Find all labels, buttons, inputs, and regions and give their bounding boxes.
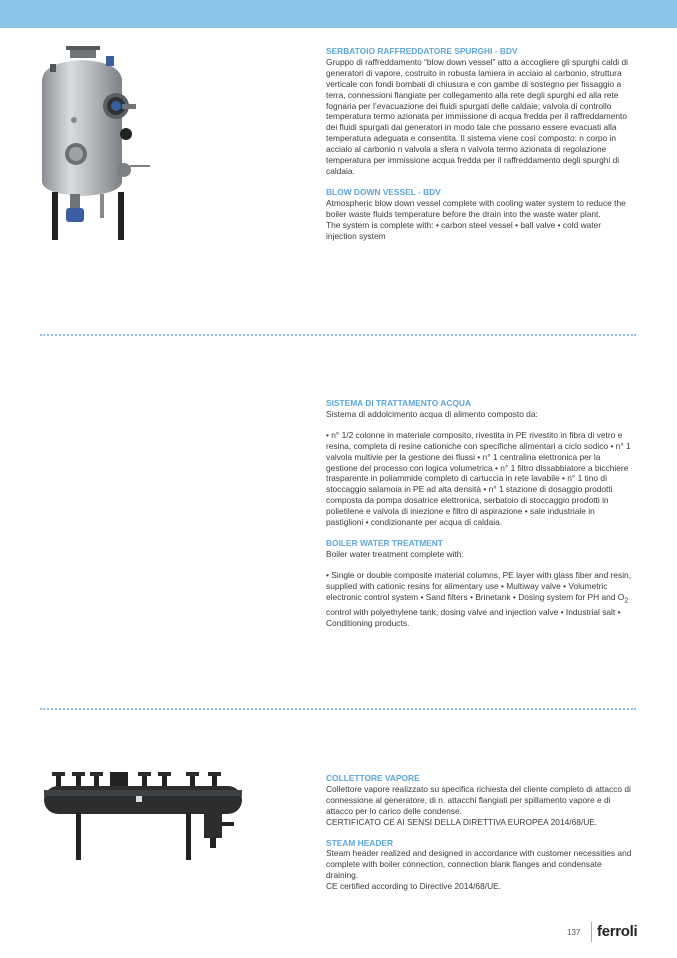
it-cert: CERTIFICATO CE AI SENSI DELLA DIRETTIVA EUROPEA 2014/68/UE. [326,816,598,827]
section-separator [40,708,636,710]
en-title: STEAM HEADER [326,837,394,848]
it-title: SISTEMA DI TRATTAMENTO ACQUA [326,398,472,408]
section-separator [40,334,636,336]
footer-divider [591,922,592,942]
it-body: Collettore vapore realizzato su specifica richiesta del cliente completo di attacco di connessione al generatore, di n. attacchi flangiati per spillamento vapore e di attacco per lo carico delle condense. [326,783,631,816]
en-body-1: Atmospheric blow down vessel complete with cooling water system to reduce the boiler waste fluids temperature before the drain into the waste water plant. [326,197,626,219]
steam-header-image [40,772,250,862]
page-number: 137 [567,928,581,937]
en-body-2: The system is complete with: • carbon steel vessel • ball valve • cold water injection system [326,219,602,241]
it-title: SERBATOIO RAFFREDDATORE SPURGHI - BDV [326,46,518,56]
section-blow-down-vessel [326,46,632,241]
blow-down-vessel-image [36,42,156,242]
ferroli-logo: ferroli [597,923,638,940]
en-body-post: control with polyethylene tank, dosing valve and injection valve • Industrial salt • Conditioning products. [326,607,621,629]
it-title: COLLETTORE VAPORE [326,773,420,783]
en-title: BLOW DOWN VESSEL - BDV [326,186,441,197]
en-body-pre: • Single or double composite material columns, PE layer with glass fiber and resin, supplied with cationic resins for alimentary use • Multiway valve • Volumetric electronic control system • Sand filters • Brinetank • Dosing system for PH and O [326,569,632,602]
en-body-sub: 2 [624,597,629,605]
en-body [326,570,632,629]
section-water-treatment [326,398,632,629]
it-intro: Sistema di addolcimento acqua di alimento composto da: [326,408,538,419]
it-body: • n° 1/2 colonne in materiale composito, rivestita in PE rivestito in fibra di vetro e resina, completa di resine cationiche con specifiche alimentari a ciclo sodico • n° 1 valvola multivie per la gestione dei flussi • n° 1 centralina elettronica per la gestione del processo con logica volumetrica • n° 1 filtro dissabbiatore a bicchiere trasparente in poliammide completo di cartuccia in rete lavabile • n° 1 tino di stoccaggio salamoia in PE ad alta densità • n° 1 stazione di dosaggio prodotti composta da pompa dosatrice elettronica, serbatoio di stoccaggio prodotti in polietilene e valvola di iniezione e filtro di aspirazione • sale industriale in pastiglioni • condizionante per acqua di caldaia. [326,429,631,528]
top-color-bar [0,0,677,28]
it-body: Gruppo di raffreddamento “blow down vessel” atto a accogliere gli spurghi caldi di generatori di vapore, costruito in robusta lamiera in acciaio al carbonio, struttura verticale con fondi bombati di chiusura e con gambe di sostegno per fissaggio a terra, connessioni flangiate per collegamento alla rete degli spurghi ed alla rete fognaria per l’evacuazione dei fluidi spurgati delle caldaie; valvola di controllo temperatura termo azionata per immissione di acqua fredda per il raffreddamento dei fluidi spurgati dai generatori in modo tale che possano essere evacuati alla temperatura adeguata e consentita. Il sistema viene così composto: n corpo in acciaio al carbonio n valvola a sfera n valvola termo azionata di regolazione temperatura per immissione acqua fredda per il raffreddamento degli spurghi di caldaia. [326,56,628,176]
en-cert: CE certified according to Directive 2014/68/UE. [326,881,502,892]
section-steam-header [326,773,632,892]
en-intro: Boiler water treatment complete with: [326,548,464,559]
en-title: BOILER WATER TREATMENT [326,537,443,548]
en-body: Steam header realized and designed in accordance with customer necessities and complete with boiler connection, connection blank flanges and condensate draining. [326,848,632,881]
